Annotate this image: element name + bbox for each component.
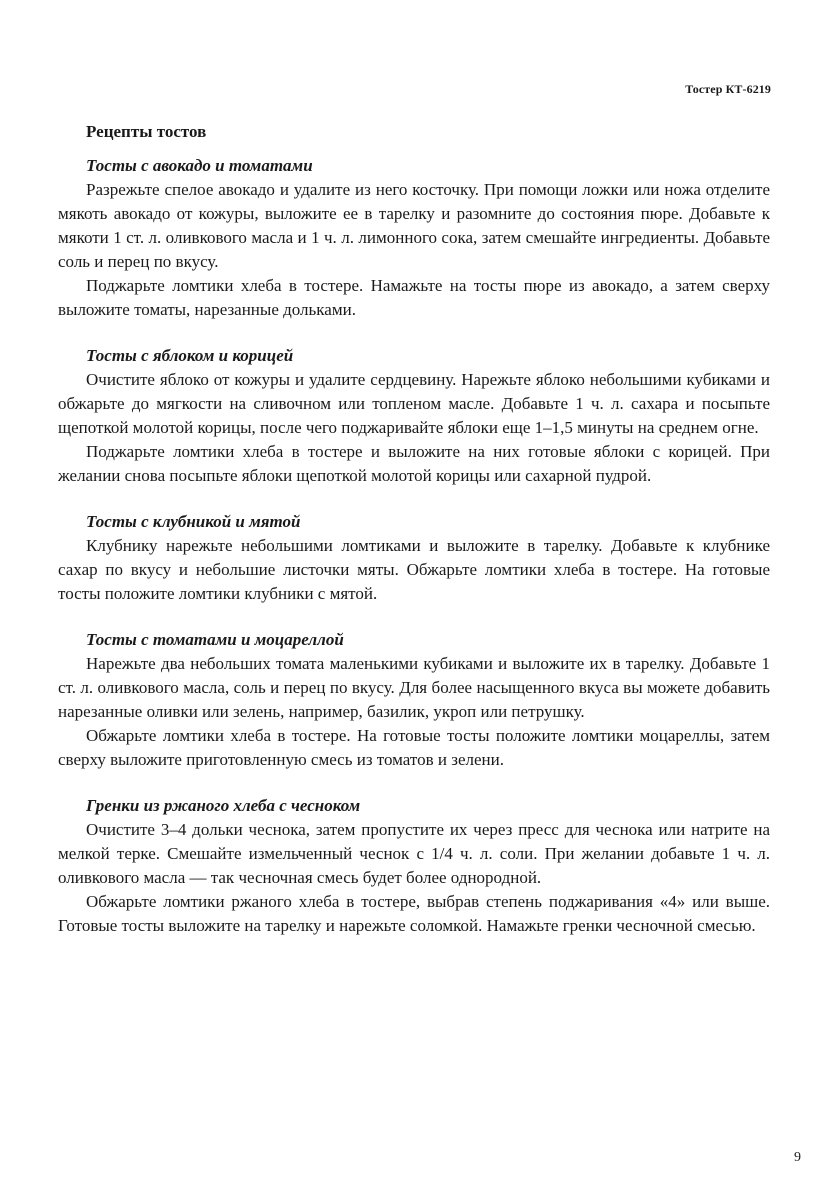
recipe-apple-cinnamon: [58, 344, 770, 488]
running-header: Тостер КТ-6219: [685, 82, 771, 96]
recipe-avocado-tomato: [58, 154, 770, 322]
recipe-strawberry-mint: [58, 510, 770, 606]
recipe-title: Тосты с клубникой и мятой: [86, 512, 301, 531]
page-content: [58, 120, 770, 960]
recipe-title: Тосты с авокадо и томатами: [86, 156, 313, 175]
recipe-paragraph: Обжарьте ломтики хлеба в тостере. На готовые тосты положите ломтики моцареллы, затем сверху выложите приготовленную смесь из томатов и зелени.: [58, 726, 770, 769]
recipe-title: Тосты с яблоком и корицей: [86, 346, 294, 365]
recipe-paragraph: Клубнику нарежьте небольшими ломтиками и выложите в тарелку. Добавьте к клубнике сахар по вкусу и небольшие листочки мяты. Обжарьте ломтики хлеба в тостере. На готовые тосты положите ломтики клубники с мятой.: [58, 536, 770, 603]
recipe-rye-garlic-croutons: [58, 794, 770, 938]
recipe-paragraph: Поджарьте ломтики хлеба в тостере. Намажьте на тосты пюре из авокадо, а затем сверху выложите томаты, нарезанные дольками.: [58, 276, 770, 319]
page-title: Рецепты тостов: [86, 122, 207, 141]
recipe-paragraph: Очистите 3–4 дольки чеснока, затем пропустите их через пресс для чеснока или натрите на мелкой терке. Смешайте измельченный чеснок с 1/4 ч. л. соли. При желании добавьте 1 ч. л. оливкового масла — так чесночная смесь будет более однородной.: [58, 820, 770, 887]
page-number: 9: [794, 1150, 801, 1165]
recipe-paragraph: Разрежьте спелое авокадо и удалите из него косточку. При помощи ложки или ножа отделите мякоть авокадо от кожуры, выложите ее в тарелку и разомните до состояния пюре. Добавьте к мякоти 1 ст. л. оливкового масла и 1 ч. л. лимонного сока, затем смешайте ингредиенты. Добавьте соль и перец по вкусу.: [58, 180, 770, 271]
recipe-title: Гренки из ржаного хлеба с чесноком: [86, 796, 361, 815]
recipe-paragraph: Поджарьте ломтики хлеба в тостере и выложите на них готовые яблоки с корицей. При желании снова посыпьте яблоки щепоткой молотой корицы или сахарной пудрой.: [58, 442, 770, 485]
recipe-paragraph: Обжарьте ломтики ржаного хлеба в тостере, выбрав степень поджаривания «4» или выше. Готовые тосты выложите на тарелку и нарежьте соломкой. Намажьте гренки чесночной смесью.: [58, 892, 770, 935]
recipe-tomato-mozzarella: [58, 628, 770, 772]
recipe-paragraph: Очистите яблоко от кожуры и удалите сердцевину. Нарежьте яблоко небольшими кубиками и обжарьте до мягкости на сливочном или топленом масле. Добавьте 1 ч. л. сахара и посыпьте щепоткой молотой корицы, после чего поджаривайте яблоки еще 1–1,5 минуты на среднем огне.: [58, 370, 770, 437]
recipe-title: Тосты с томатами и моцареллой: [86, 630, 344, 649]
recipe-paragraph: Нарежьте два небольших томата маленькими кубиками и выложите их в тарелку. Добавьте 1 ст. л. оливкового масла, соль и перец по вкусу. Для более насыщенного вкуса вы можете добавить нарезанные оливки или зелень, например, базилик, укроп или петрушку.: [58, 654, 770, 721]
